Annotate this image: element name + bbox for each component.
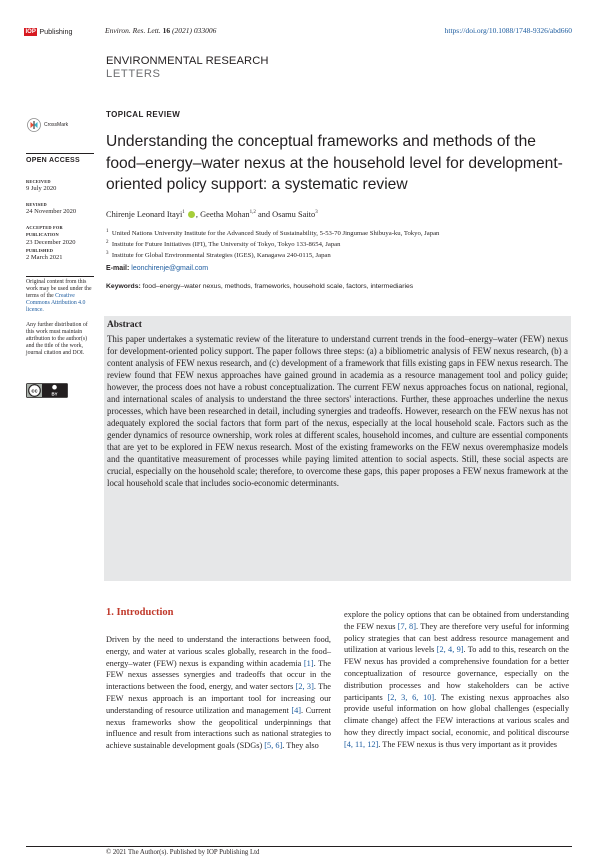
citation-link[interactable]: [5, 6] bbox=[264, 741, 283, 751]
crossmark-label: CrossMark bbox=[44, 121, 69, 128]
footer-divider bbox=[26, 846, 572, 847]
cc-label: cc bbox=[31, 388, 38, 395]
body-text: . They are therefore very useful for informing policy strategies that can best address resource management and utilization at various levels bbox=[344, 621, 569, 655]
body-text: . The FEW nexus approach is an important tool for increasing our understanding of resource utilization and management bbox=[106, 682, 331, 715]
email-link[interactable]: leonchirenje@gmail.com bbox=[131, 265, 209, 272]
author-affiliation-ref: 1,2 bbox=[249, 210, 256, 216]
by-label: BY bbox=[51, 391, 58, 397]
email-label: E-mail: bbox=[106, 265, 130, 272]
body-text: . They also bbox=[282, 741, 319, 751]
publisher-name: Publishing bbox=[39, 27, 73, 36]
crossmark-badge[interactable] bbox=[27, 117, 75, 132]
copyright-footer: © 2021 The Author(s). Published by IOP Publishing Ltd bbox=[106, 849, 260, 856]
keywords bbox=[106, 283, 413, 290]
article-title: Understanding the conceptual frameworks and methods of the food–energy–water nexus at the household level for development-oriented policy support: a systematic review bbox=[106, 133, 563, 193]
date-label: RECEIVED bbox=[26, 179, 51, 184]
journal-citation bbox=[105, 26, 216, 35]
affiliation bbox=[106, 249, 331, 261]
journal-volume: 16 bbox=[162, 26, 171, 35]
date-value: 9 July 2020 bbox=[26, 185, 57, 193]
abstract-heading: Abstract bbox=[107, 320, 142, 330]
body-text: . The FEW nexus is thus very important as it provides bbox=[378, 739, 558, 749]
article-type: TOPICAL REVIEW bbox=[106, 110, 181, 119]
citation-link[interactable]: [4, 11, 12] bbox=[344, 739, 379, 749]
date-accepted bbox=[26, 224, 96, 246]
date-value: 2 March 2021 bbox=[26, 254, 63, 262]
license-text: Original content from this work may be used under the terms of the bbox=[26, 279, 92, 300]
keywords-text: food–energy–water nexus, methods, frameworks, household scale, factors, intermediaries bbox=[142, 283, 414, 290]
body-text: . Current nexus frameworks show the geopolitical underpinnings that influence and result from interactions such as national strategies to achieve sustainable development goals (SDGs) bbox=[106, 705, 331, 751]
license-note bbox=[26, 279, 94, 314]
cc-by-license-icon[interactable] bbox=[26, 383, 68, 398]
body-text: Driven by the need to understand the interactions between food, energy, and water at various scales globally, research in the food–energy–water (FEW) nexus is expanding within academia bbox=[106, 635, 331, 668]
doi-link[interactable]: https://doi.org/10.1088/1748-9326/abd660 bbox=[444, 26, 572, 35]
affiliation-text: United Nations University Institute for the Advanced Study of Sustainability, 5-53-70 Jingumae Shibuya-ku, Tokyo, Japan bbox=[111, 230, 440, 238]
journal-abbrev: Environ. Res. Lett. bbox=[105, 26, 161, 35]
body-text: . The existing nexus approaches also provide useful information on how global challenges (especially climate change) affect the FEW interactions at various scales and how they directly impact social, economic, and political discourse bbox=[344, 692, 570, 737]
affiliation-number: 3 bbox=[106, 251, 109, 256]
date-label: PUBLISHED bbox=[26, 248, 54, 253]
affiliation-text: Institute for Future Initiatives (IFI), The University of Tokyo, Tokyo 133-8654, Japan bbox=[111, 241, 341, 249]
date-value: 23 December 2020 bbox=[26, 238, 76, 246]
citation-link[interactable]: [4] bbox=[291, 705, 302, 715]
author-name[interactable]: Chirenje Leonard Itayi bbox=[106, 210, 183, 219]
date-label: ACCEPTED FOR PUBLICATION bbox=[26, 225, 63, 238]
author-name[interactable]: Osamu Saito bbox=[272, 210, 316, 219]
date-published bbox=[26, 247, 96, 262]
intro-column-right bbox=[344, 609, 569, 751]
body-text: explore the policy options that can be obtained from understanding the FEW nexus bbox=[344, 610, 569, 631]
corresponding-email bbox=[106, 265, 208, 272]
journal-brand-line1: ENVIRONMENTAL RESEARCH bbox=[106, 55, 269, 67]
sidebar-divider bbox=[26, 276, 94, 277]
open-access-label: OPEN ACCESS bbox=[26, 153, 94, 164]
abstract-body: This paper undertakes a systematic review of the literature to understand current trends in the food–energy–water (FEW) nexus for development-oriented policy support. The paper follows three steps: (a) a bibliometric analysis of FEW nexus research, (b) a content analysis of FEW nexus research, and (c) development of a framework that fills existing gaps in FEW nexus research. The review found that FEW nexus approaches have gained ground in academia as a resource management tool and policy guide; however, the process does not have a robust conceptualization. The current FEW nexus approaches focus on national, regional, and international scales of analysis to understand the three sectors' interactions. Further, these approaches underline the nexus processes, which have been researched in detail, including synergies and tradeoffs. However, research on the FEW nexus has not adequately explored the social factors that form part of the nexus, especially at the local household scale. Factors such as the gender dynamics of resource ownership, work roles at different scales, household incomes, and culture are essential components that are yet to be explored in FEW nexus research. Most of the existing frameworks on the FEW nexus overemphasize models and the quantitative measurement of processes while paying limited attention to social aspects. Still, these social aspects are crucial, especially on the household scale; therefore, to overcome these gaps, this paper proposes a FEW nexus framework at the local household scale that includes socio-economic determinants. bbox=[107, 334, 568, 488]
citation-link[interactable]: [2, 3, 6, 10] bbox=[387, 692, 435, 702]
date-label: REVISED bbox=[26, 202, 47, 207]
author-list: Chirenje Leonard Itayi$^1$ , Geetha Mohan$^{1,2}$ and Osamu Saito$^3$ bbox=[106, 210, 318, 219]
journal-year-article: (2021) 033006 bbox=[172, 26, 217, 35]
iop-logo-mark: IOP bbox=[25, 28, 36, 35]
running-header bbox=[24, 26, 572, 38]
author-name[interactable]: Geetha Mohan bbox=[200, 210, 250, 219]
citation-link[interactable]: [2, 4, 9] bbox=[436, 645, 464, 655]
affiliation-number: 1 bbox=[106, 229, 109, 234]
journal-brand-line2: LETTERS bbox=[106, 68, 161, 80]
author-affiliation-ref: 1 bbox=[182, 210, 185, 216]
citation-link[interactable]: [7, 8] bbox=[397, 621, 416, 631]
section-heading: 1. Introduction bbox=[106, 607, 174, 618]
license-link[interactable]: Creative Commons Attribution 4.0 licence. bbox=[26, 293, 86, 314]
affiliation-number: 2 bbox=[106, 240, 109, 245]
orcid-icon[interactable] bbox=[188, 211, 195, 218]
journal-brand bbox=[106, 55, 269, 81]
affiliation-text: Institute for Global Environmental Strategies (IGES), Kanagawa 240-0115, Japan bbox=[111, 252, 331, 260]
date-received bbox=[26, 178, 96, 193]
citation-link[interactable]: [2, 3] bbox=[295, 682, 314, 692]
date-revised bbox=[26, 201, 96, 216]
body-text: . To add to this, research on the FEW nexus has provided a comprehensive foundation for a better conceptualization of resource governance, especially on the distribution processes and how stakeholders can be active participants bbox=[344, 645, 569, 702]
publisher-logo bbox=[24, 27, 73, 36]
crossmark-icon bbox=[27, 118, 41, 132]
date-value: 24 November 2020 bbox=[26, 208, 77, 216]
citation-link[interactable]: [1] bbox=[303, 658, 314, 668]
author-conjunction: and bbox=[257, 210, 271, 219]
body-text: . The FEW nexus assesses synergies and tradeoffs that occur in the interactions between the food, energy, and water sectors bbox=[106, 658, 331, 692]
distribution-note: Any further distribution of this work must maintain attribution to the author(s) and the title of the work, journal citation and DOI. bbox=[26, 322, 88, 357]
keywords-label: Keywords: bbox=[106, 283, 141, 290]
author-affiliation-ref: 3 bbox=[315, 210, 318, 216]
intro-column-left bbox=[106, 634, 331, 752]
